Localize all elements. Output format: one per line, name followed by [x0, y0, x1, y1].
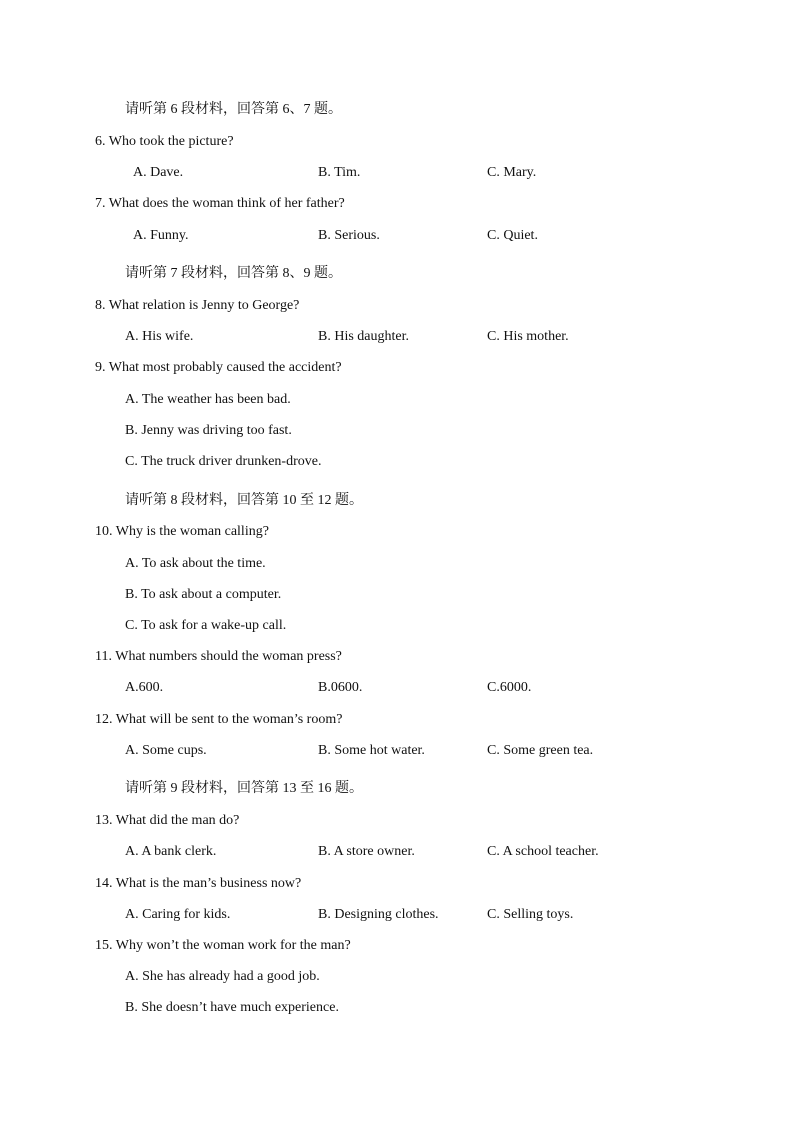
q8-option-a: A. His wife.	[125, 329, 194, 344]
question-7: 7. What does the woman think of her father?	[95, 196, 345, 211]
q10-option-a: A. To ask about the time.	[125, 556, 266, 571]
q12-option-a: A. Some cups.	[125, 743, 207, 758]
q6-option-a: A. Dave.	[133, 165, 184, 180]
q7-option-b: B. Serious.	[318, 228, 380, 243]
q7-option-a: A. Funny.	[133, 228, 189, 243]
q12-option-c: C. Some green tea.	[487, 743, 594, 758]
q15-option-a: A. She has already had a good job.	[125, 969, 320, 984]
q9-option-c: C. The truck driver drunken-drove.	[125, 454, 322, 469]
q15-option-b: B. She doesn’t have much experience.	[125, 1000, 339, 1015]
section-instruction-7: 请听第 7 段材料，回答第 8、9 题。	[125, 266, 342, 281]
q14-option-b: B. Designing clothes.	[318, 907, 439, 922]
question-13: 13. What did the man do?	[95, 813, 240, 828]
section-instruction-6: 请听第 6 段材料，回答第 6、7 题。	[125, 102, 342, 117]
question-15: 15. Why won’t the woman work for the man?	[95, 938, 351, 953]
q14-option-c: C. Selling toys.	[487, 907, 574, 922]
q10-option-b: B. To ask about a computer.	[125, 587, 282, 602]
q8-option-b: B. His daughter.	[318, 329, 409, 344]
q13-option-c: C. A school teacher.	[487, 844, 599, 859]
question-12: 12. What will be sent to the woman’s room?	[95, 712, 343, 727]
q11-option-c: C.6000.	[487, 680, 532, 695]
q8-option-c: C. His mother.	[487, 329, 569, 344]
q7-option-c: C. Quiet.	[487, 228, 538, 243]
q13-option-a: A. A bank clerk.	[125, 844, 217, 859]
q10-option-c: C. To ask for a wake-up call.	[125, 618, 287, 633]
q13-option-b: B. A store owner.	[318, 844, 415, 859]
question-14: 14. What is the man’s business now?	[95, 876, 302, 891]
question-6: 6. Who took the picture?	[95, 134, 234, 149]
q9-option-b: B. Jenny was driving too fast.	[125, 423, 292, 438]
q6-option-c: C. Mary.	[487, 165, 537, 180]
section-instruction-8: 请听第 8 段材料，回答第 10 至 12 题。	[125, 493, 363, 508]
q11-option-b: B.0600.	[318, 680, 363, 695]
q9-option-a: A. The weather has been bad.	[125, 392, 291, 407]
q11-option-a: A.600.	[125, 680, 164, 695]
question-10: 10. Why is the woman calling?	[95, 524, 269, 539]
question-11: 11. What numbers should the woman press?	[95, 649, 342, 664]
q14-option-a: A. Caring for kids.	[125, 907, 231, 922]
question-8: 8. What relation is Jenny to George?	[95, 298, 300, 313]
q12-option-b: B. Some hot water.	[318, 743, 425, 758]
question-9: 9. What most probably caused the accident?	[95, 360, 342, 375]
section-instruction-9: 请听第 9 段材料，回答第 13 至 16 题。	[125, 781, 363, 796]
q6-option-b: B. Tim.	[318, 165, 361, 180]
